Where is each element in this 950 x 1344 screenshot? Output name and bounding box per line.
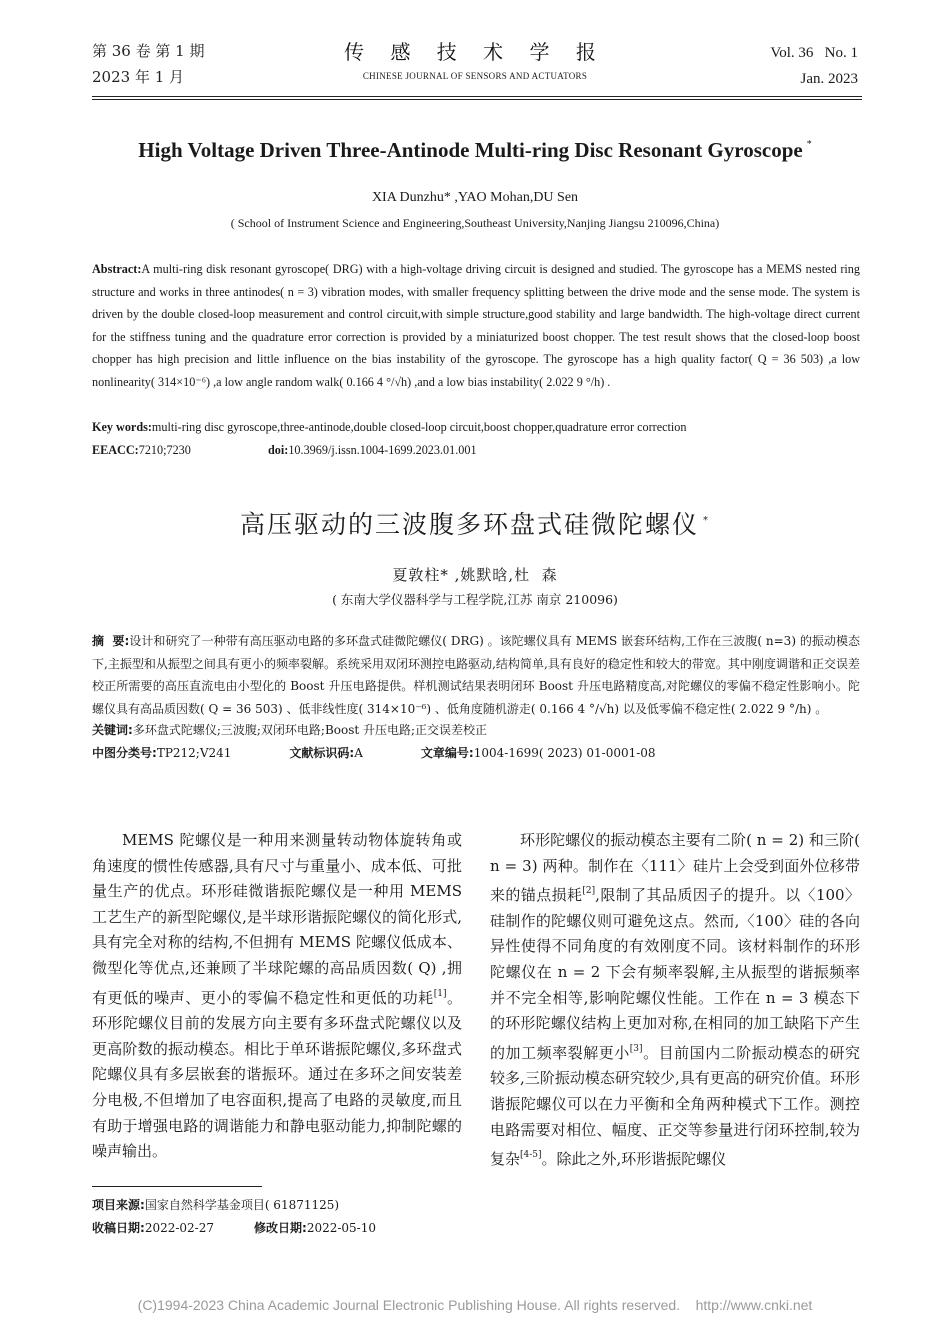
volume-issue-zh: 第 36 卷 第 1 期: [92, 42, 205, 60]
header-right: [770, 40, 858, 92]
citation-1: [1]: [433, 988, 447, 999]
dates: [92, 1217, 376, 1240]
clc-value: TP212;V241: [156, 746, 232, 760]
intro-text-2b: ,限制了其品质因子的提升。以〈100〉硅制作的陀螺仪则可避免这点。然而,〈100〉硅的各向异性使得不同角度的有效刚度不同。该材料制作的环形陀螺仪在 n = 2 下会有频率裂解,主从振型的谐振频率并不完全相等,影响陀螺仪性能。工作在 n = 3 模态下的环形陀螺仪结构上更加对称,在相同的加工缺陷下产生的加工频率裂解更小: [490, 886, 860, 1062]
doi: [268, 443, 477, 458]
chinese-title-footnote-mark: *: [703, 515, 710, 526]
chinese-abstract: [92, 630, 860, 720]
eeacc: [92, 443, 191, 458]
intro-paragraph-2: [490, 828, 860, 1173]
english-abstract-text: A multi-ring disk resonant gyroscope( DRG) with a high-voltage driving circuit is designed and studied. The gyroscope has a MEMS nested ring structure and works in three antinodes( n = 3) vibration modes, with smaller frequency splitting between the drive mode and the sense mode. The system is driven by the double closed-loop measurement and control circuit,with simple structure,good stability and large bandwidth. The high-voltage direct current for the stiffness tuning and the quadrature error correction is provided by a miniaturized boost chopper. The test result shows that the closed-loop boost chopper has high precision and little influence on the bias instability of the gyroscope. The gyroscope has a high quality factor( Q = 36 503) ,a low nonlinearity( 314×10⁻⁶) ,a low angle random walk( 0.166 4 °/√h) ,and a low bias instability( 2.022 9 °/h) .: [92, 262, 860, 389]
document-code: [289, 746, 362, 760]
intro-paragraph-1: [92, 828, 462, 1165]
header-rule-thin: [92, 99, 862, 100]
intro-text-1a: MEMS 陀螺仪是一种用来测量转动物体旋转角或角速度的惯性传感器,具有尺寸与重量小、成本低、可批量生产的优点。环形硅微谐振陀螺仪是一种用 MEMS 工艺生产的新型陀螺仪,是半球形谐振陀螺仪的简化形式,具有完全对称的结构,不但拥有 MEMS 陀螺仪低成本、微型化等优点,还兼顾了半球陀螺的高品质因数( Q) ,拥有更低的噪声、更小的零偏不稳定性和更低的功耗: [92, 831, 462, 1007]
eeacc-value: 7210;7230: [138, 443, 191, 457]
date-en: Jan. 2023: [800, 71, 858, 87]
date-zh: 2023 年 1 月: [92, 68, 185, 86]
journal-name-zh: 传 感 技 术 学 报: [344, 40, 606, 64]
citation-3: [3]: [629, 1043, 643, 1054]
chinese-title: [0, 505, 950, 541]
received-label: 收稿日期:: [92, 1221, 145, 1235]
intro-text-2a: 环形陀螺仪的振动模态主要有二阶( n = 2) 和三阶( n = 3) 两种。制作在〈111〉硅片上会受到面外位移带来的锚点损耗: [490, 831, 860, 905]
header-rule: [92, 96, 862, 97]
chinese-keywords: [92, 721, 860, 738]
document-code-label: 文献标识码:: [289, 746, 355, 760]
english-abstract-label: Abstract:: [92, 262, 142, 276]
clc-number: [92, 746, 231, 760]
english-keywords: [92, 420, 860, 435]
volume-issue-en: Vol. 36 No. 1: [770, 45, 858, 61]
body-column-left: [92, 828, 462, 1165]
english-keywords-text: multi-ring disc gyroscope,three-antinode,double closed-loop circuit,boost chopper,quadrature error correction: [151, 420, 687, 434]
chinese-abstract-text: 设计和研究了一种带有高压驱动电路的多环盘式硅微陀螺仪( DRG) 。该陀螺仪具有 MEMS 嵌套环结构,工作在三波腹( n=3) 的振动模态下,主振型和从振型之间具有更小的频率裂解。系统采用双闭环测控电路驱动,结构简单,具有良好的稳定性和较大的带宽。其中刚度调谐和正交误差校正所需要的高压直流电由小型化的 Boost 升压电路提供。样机测试结果表明闭环 Boost 升压电路精度高,对陀螺仪的零偏不稳定性影响小。陀螺仪具有高品质因数( Q = 36 503) 、低非线性度( 314×10⁻⁶) 、低角度随机游走( 0.166 4 °/√h) 以及低零偏不稳定性( 2.022 9 °/h) 。: [92, 634, 861, 716]
chinese-keywords-label: 关键词:: [92, 723, 133, 737]
clc-label: 中图分类号:: [92, 746, 157, 760]
chinese-keywords-text: 多环盘式陀螺仪;三波腹;双闭环电路;Boost 升压电路;正交误差校正: [132, 723, 488, 737]
chinese-title-text: 高压驱动的三波腹多环盘式硅微陀螺仪: [239, 510, 699, 539]
article-number: [421, 746, 656, 760]
journal-name-en: CHINESE JOURNAL OF SENSORS AND ACTUATORS: [362, 71, 588, 81]
citation-2: [2]: [582, 886, 596, 897]
classification-line: [92, 744, 656, 761]
english-authors: XIA Dunzhu* ,YAO Mohan,DU Sen: [371, 190, 579, 205]
chinese-abstract-label: 摘 要:: [92, 634, 130, 648]
english-abstract: [92, 258, 860, 393]
footnote: [92, 1194, 376, 1240]
received-value: 2022-02-27: [144, 1221, 214, 1235]
english-affiliation: ( School of Instrument Science and Engineering,Southeast University,Nanjing Jiangsu 210096,China): [230, 216, 720, 230]
revised-value: 2022-05-10: [306, 1221, 376, 1235]
funding: [92, 1194, 376, 1217]
citation-4-5: [4-5]: [520, 1150, 542, 1161]
intro-text-2d: 。除此之外,环形谐振陀螺仪: [541, 1150, 727, 1169]
revised-label: 修改日期:: [254, 1221, 307, 1235]
footnote-rule: [92, 1186, 262, 1187]
body-column-right: [490, 828, 860, 1173]
funding-label: 项目来源:: [92, 1198, 145, 1212]
english-keywords-label: Key words:: [92, 420, 152, 434]
english-title-text: High Voltage Driven Three-Antinode Multi-ring Disc Resonant Gyroscope: [138, 138, 803, 162]
document-code-value: A: [354, 746, 363, 760]
chinese-authors: 夏敦柱* ,姚默晗,杜 森: [392, 566, 558, 584]
article-number-label: 文章编号:: [420, 746, 474, 760]
doi-value: 10.3969/j.issn.1004-1699.2023.01.001: [288, 443, 477, 457]
eeacc-label: EEACC:: [92, 443, 139, 457]
copyright-footer: (C)1994-2023 China Academic Journal Electronic Publishing House. All rights reserved. http://www.cnki.net: [137, 1297, 813, 1313]
doi-label: doi:: [268, 443, 289, 457]
funding-value: 国家自然科学基金项目( 61871125): [144, 1198, 340, 1212]
intro-text-2c: 。目前国内二阶振动模态的研究较多,三阶振动模态研究较少,具有更高的研究价值。环形谐振陀螺仪可以在力平衡和全角两种模式下工作。测控电路需要对相位、幅度、正交等参量进行闭环控制,较为复杂: [490, 1043, 860, 1169]
intro-text-1b: 。环形陀螺仪目前的发展方向主要有多环盘式陀螺仪以及更高阶数的振动模态。相比于单环谐振陀螺仪,多环盘式陀螺仪具有多层嵌套的谐振环。通过在多环之间安装差分电极,不但增加了电容面积,提高了电路的灵敏度,而且有助于增强电路的调谐能力和静电驱动能力,抑制陀螺的噪声输出。: [92, 988, 462, 1161]
title-footnote-mark: *: [806, 139, 812, 150]
article-number-value: 1004-1699( 2023) 01-0001-08: [473, 746, 656, 760]
english-title: [0, 138, 950, 163]
chinese-affiliation: ( 东南大学仪器科学与工程学院,江苏 南京 210096): [332, 592, 618, 607]
